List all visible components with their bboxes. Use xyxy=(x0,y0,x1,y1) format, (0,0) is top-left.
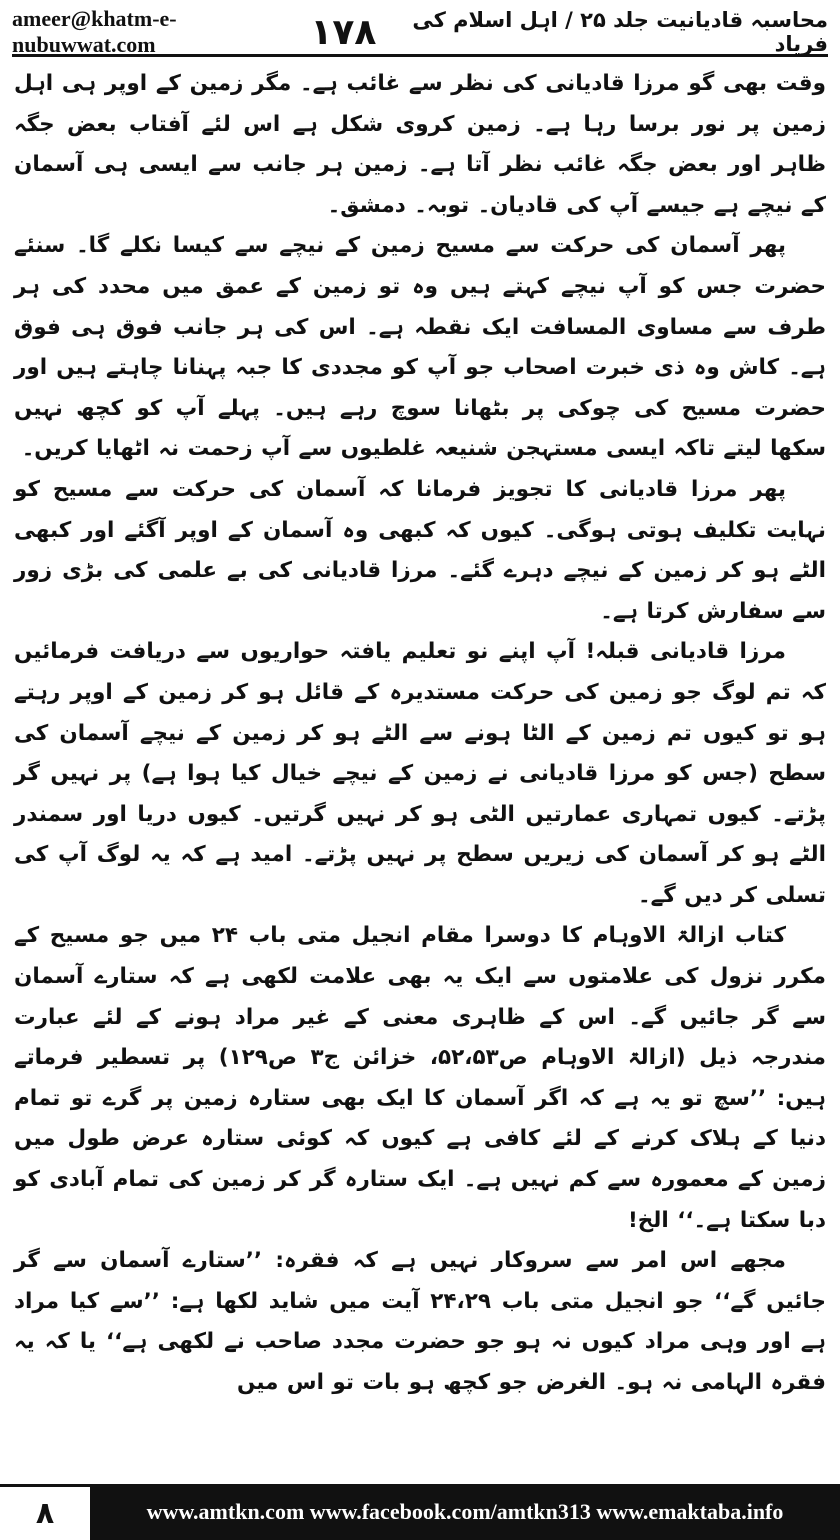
footer-page-number: ۸ xyxy=(0,1484,90,1540)
header-title: محاسبہ قادیانیت جلد ۲۵ / اہل اسلام کی فریاد xyxy=(412,8,828,56)
paragraph-1: وقت بھی گو مرزا قادیانی کی نظر سے غائب ہے۔ مگر زمین کے اوپر ہی اہل زمین پر نور برسا رہا ہے۔ زمین کروی شکل ہے اس لئے آفتاب بعض جگہ ظاہر اور بعض جگہ غائب نظر آتا ہے۔ زمین ہر جانب سے ایسی ہی آسمان کے نیچے ہے جیسے آپ کی قادیان۔ توبہ۔ دمشق۔ xyxy=(14,71,826,218)
page-footer xyxy=(0,1484,840,1540)
paragraph-5: کتاب ازالۃ الاوہام کا دوسرا مقام انجیل متی باب ۲۴ میں جو مسیح کے مکرر نزول کی علامتوں سے ایک یہ بھی علامت لکھی ہے کہ ستارے آسمان سے گر جائیں گے۔ اس کے ظاہری معنی کے غیر مراد ہونے کے لئے عبارت مندرجہ ذیل (ازالۃ الاوہام ص۵۲،۵۳، خزائن ج۳ ص۱۲۹) پر تسطیر فرماتے ہیں: ’’سچ تو یہ ہے کہ اگر آسمان کا ایک بھی ستارہ زمین پر گرے تو تمام دنیا کے ہلاک کرنے کے لئے کافی ہے کیوں کہ کوئی ستارہ عرض طول میں زمین کے معمورہ سے کم نہیں ہے۔ ایک ستارہ گر کر زمین کی تمام آبادی کو دبا سکتا ہے۔‘‘ الخ! xyxy=(14,923,826,1233)
header-left xyxy=(12,6,376,58)
page-body xyxy=(14,64,826,1472)
header-page-number: ۱۷۸ xyxy=(310,11,377,53)
paragraph-4: مرزا قادیانی قبلہ! آپ اپنے نو تعلیم یافتہ حواریوں سے دریافت فرمائیں کہ تم لوگ جو زمین کی حرکت مستدیرہ کے قائل ہو کر زمین کے اوپر رہتے ہو تو کیوں تم زمین کے الٹا ہونے سے الٹے ہو کر زمین کے نیچے آسمان کی سطح (جس کو مرزا قادیانی نے زمین کے نیچے خیال کیا ہوا ہے) پر نہیں گر پڑتے۔ کیوں تمہاری عمارتیں الٹی ہو کر نہیں گرتیں۔ کیوں دریا اور سمندر الٹے ہو کر آسمان کی زیریں سطح پر نہیں پڑتے۔ امید ہے کہ یہ لوگ آپ کی تسلی کر دیں گے۔ xyxy=(14,639,826,908)
paragraph-3: پھر مرزا قادیانی کا تجویز فرمانا کہ آسمان کی حرکت سے مسیح کو نہایت تکلیف ہوتی ہوگی۔ کیوں کہ کبھی وہ آسمان کے اوپر آگئے اور کبھی الٹے ہو کر زمین کے نیچے دہرے گئے۔ مرزا قادیانی کی بے علمی کی بڑی زور سے سفارش کرتا ہے۔ xyxy=(14,476,826,624)
paragraph-2: پھر آسمان کی حرکت سے مسیح زمین کے نیچے سے کیسا نکلے گا۔ سنئے حضرت جس کو آپ نیچے کہتے ہیں وہ تو زمین کے عمق میں محدد کی ہر طرف سے مساوی المسافت ایک نقطہ ہے۔ اس کی ہر جانب فوق ہی فوق ہے۔ کاش وہ ذی خبرت اصحاب جو آپ کو مجددی کا جبہ پہنانا چاہتے ہیں اور حضرت مسیح کی چوکی پر بٹھانا سوچ رہے ہیں۔ پہلے آپ کو کچھ نہیں سکھا لیتے تاکہ ایسی مستہجن شنیعہ غلطیوں سے آپ زحمت نہ اٹھایا کریں۔ xyxy=(14,233,826,462)
page-header xyxy=(12,6,828,57)
header-email: ameer@khatm-e-nubuwwat.com xyxy=(12,6,177,57)
footer-links: www.amtkn.com www.facebook.com/amtkn313 www.emaktaba.info xyxy=(90,1484,840,1540)
paragraph-6: مجھے اس امر سے سروکار نہیں ہے کہ فقرہ: ’’ستارے آسمان سے گر جائیں گے‘‘ جو انجیل متی باب ۲۴،۲۹ آیت میں شاید لکھا ہے: ’’سے کیا مراد ہے اور وہی مراد کیوں نہ ہو جو حضرت مجدد صاحب نے لکھی ہے‘‘ یا کہ یہ فقرہ الہامی نہ ہو۔ الغرض جو کچھ ہو بات تو اس میں xyxy=(14,1248,826,1395)
